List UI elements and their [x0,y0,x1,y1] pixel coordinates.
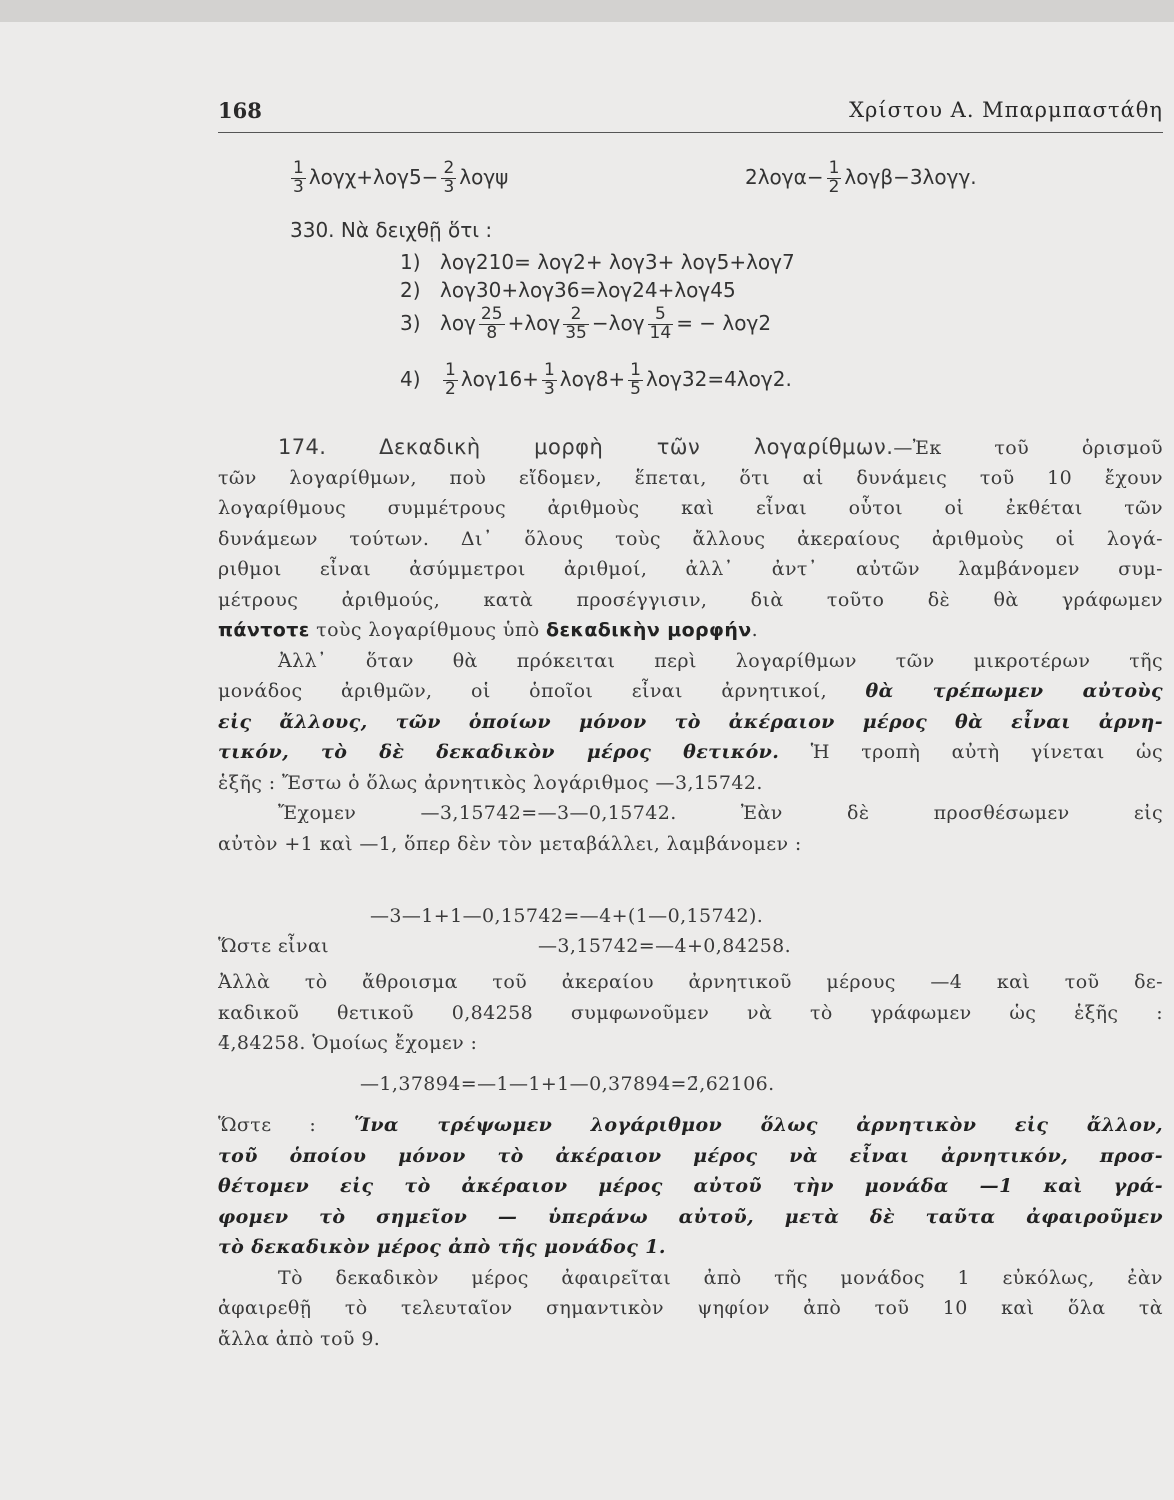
text-line: δυνάμεων τούτων. Δι᾽ ὅλους τοὺς ἄλλους ἀκεραίους ἀριθμοὺς οἱ λογά- [218,527,1163,550]
text-line: 4̄,84258. Ὁμοίως ἔχομεν : [218,1032,478,1054]
text-line: Ἔχομεν —3,15742=—3—0,15742. Ἐὰν δὲ προσθέσωμεν εἰς [278,802,1163,824]
text-line: τικόν, τὸ δὲ δεκαδικὸν μέρος θετικόν. Ἡ τροπὴ αὐτὴ γίνεται ὡς [218,741,1163,763]
text-line: ἀφαιρεθῇ τὸ τελευταῖον σημαντικὸν ψηφίον ἀπὸ τοῦ 10 καὶ ὅλα τὰ [218,1297,1163,1319]
text-line: ἑξῆς : Ἔστω ὁ ὅλως ἀρνητικὸς λογάριθμος —3,15742. [218,771,763,794]
rule-paragraph [218,1110,1163,1354]
section-174-body-continued [218,967,1163,1059]
text-line: καδικοῦ θετικοῦ 0,84258 συμφωνοῦμεν νὰ τὸ γράφωμεν ὡς ἑξῆς : [218,1001,1163,1024]
text-line: πάντοτε τοὺς λογαρίθμους ὑπὸ δεκαδικὴν μορφήν. [218,619,759,641]
exercise-item-3: 3) λογ $\frac{25}{8}$ +λογ $\frac{2}{35}$ −λογ $\frac{5}{14}$ = − λογ2 [400,304,772,343]
section-heading-line: 174. Δεκαδικὴ μορφὴ τῶν λογαρίθμων.—Ἐκ τοῦ ὁρισμοῦ [278,435,1163,459]
text-line: τοῦ ὁποίου μόνον τὸ ἀκέραιον μέρος νὰ εἶναι ἀρνητικόν, προσ- [218,1144,1163,1167]
text-line: τῶν λογαρίθμων, ποὺ εἴδομεν, ἕπεται, ὅτι αἱ δυνάμεις τοῦ 10 ἔχουν [218,466,1163,489]
exercise-item-4: 4) $\frac{1}{2}$ λογ16+ $\frac{1}{3}$ λογ8+ $\frac{1}{5}$ λογ32=4λογ2. [400,360,792,399]
text-line: ριθμοι εἶναι ἀσύμμετροι ἀριθμοί, ἀλλ᾽ ἀντ᾽ αὐτῶν λαμβάνομεν συμ- [218,558,1163,580]
text-line: Τὸ δεκαδικὸν μέρος ἀφαιρεῖται ἀπὸ τῆς μονάδος 1 εὐκόλως, ἐὰν [278,1266,1163,1289]
text-line: θέτομεν εἰς τὸ ἀκέραιον μέρος αὐτοῦ τὴν μονάδα —1 καὶ γρά- [218,1175,1163,1197]
text-line: μονάδος ἀριθμῶν, οἱ ὁποῖοι εἶναι ἀρνητικοί, θὰ τρέπωμεν αὐτοὺς [218,680,1163,702]
equation-2: —3,15742=—4+0,84258. [538,935,792,957]
prev-exercise-left: $\frac{1}{3}$ λογχ+λογ5− $\frac{2}{3}$ λογψ [293,158,509,197]
text-line: Ὥστε : Ἵνα τρέψωμεν λογάριθμον ὅλως ἀρνητικὸν εἰς ἄλλον, [218,1114,1163,1136]
text-line: αὐτὸν +1 καὶ —1, ὅπερ δὲν τὸν μεταβάλλει, λαμβάνομεν : [218,832,802,855]
equation-1: —3—1+1—0,15742=—4+(1—0,15742). [370,905,764,927]
exercise-item-2: 2) λογ30+λογ36=λογ24+λογ45 [400,278,736,302]
section-title: Δεκαδικὴ μορφὴ τῶν λογαρίθμων. [379,435,894,459]
page-top-edge [0,0,1174,22]
text-line: λογαρίθμους συμμέτρους ἀριθμοὺς καὶ εἶναι οὗτοι οἱ ἐκθέται τῶν [218,497,1163,519]
exercise-330-title: 330. Νὰ δειχθῇ ὅτι : [290,218,493,242]
text-line: μέτρους ἀριθμούς, κατὰ προσέγγισιν, διὰ τοῦτο δὲ θὰ γράφωμεν [218,588,1163,611]
page-header [218,92,1163,133]
text-line: φομεν τὸ σημεῖον — ὑπεράνω αὐτοῦ, μετὰ δὲ ταῦτα ἀφαιροῦμεν [218,1205,1163,1228]
text-line: Ἀλλ᾽ ὅταν θὰ πρόκειται περὶ λογαρίθμων τῶν μικροτέρων τῆς [278,649,1163,672]
section-number: 174. [278,435,327,459]
text-line: Ἀλλὰ τὸ ἄθροισμα τοῦ ἀκεραίου ἀρνητικοῦ μέρους —4 καὶ τοῦ δε- [218,971,1163,993]
exercise-item-1: 1) λογ210= λογ2+ λογ3+ λογ5+λογ7 [400,250,795,274]
equation-2-label: Ὥστε εἶναι [218,935,330,957]
equation-3: —1,37894=—1—1+1—0,37894=2̄,62106. [360,1073,775,1095]
page-number: 168 [218,98,262,123]
running-head-author: Χρίστου Α. Μπαρμπαστάθη [849,98,1163,122]
text-line: ἄλλα ἀπὸ τοῦ 9. [218,1327,381,1350]
section-174-body [218,432,1163,859]
text-line: τὸ δεκαδικὸν μέρος ἀπὸ τῆς μονάδος 1. [218,1236,666,1258]
prev-exercise-right: 2λογα− $\frac{1}{2}$ λογβ−3λογγ. [745,158,977,197]
text-line: εἰς ἄλλους, τῶν ὁποίων μόνον τὸ ἀκέραιον μέρος θὰ εἶναι ἀρνη- [218,710,1163,733]
